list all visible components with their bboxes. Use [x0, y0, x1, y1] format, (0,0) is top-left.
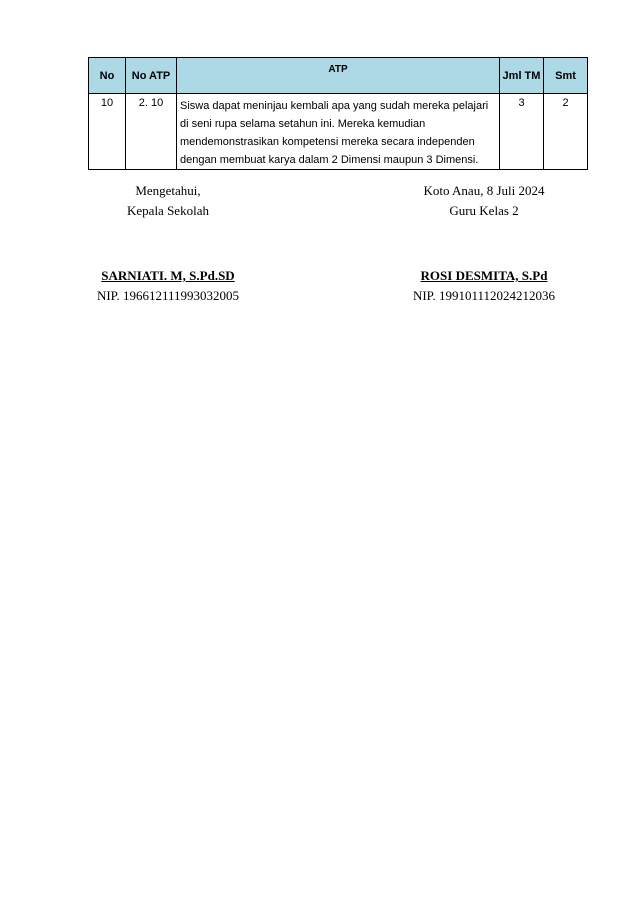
signature-block-principal	[68, 181, 268, 306]
atp-table	[88, 57, 588, 170]
signature-nip: NIP. 199101112024212036	[412, 288, 556, 303]
cell-jml-tm: 3	[500, 94, 544, 170]
header-smt: Smt	[544, 58, 588, 94]
cell-atp-description: Siswa dapat meninjau kembali apa yang sudah mereka pelajari di seni rupa selama setahun ini. Mereka kemudian mendemonstrasikan kompetensi mereka secara independen dengan membuat karya dalam 2 Dimensi maupun 3 Dimensi.	[177, 94, 500, 170]
header-no: No	[89, 58, 126, 94]
cell-smt: 2	[544, 94, 588, 170]
signature-space	[384, 221, 584, 266]
signature-place-date: Koto Anau, 8 Juli 2024	[423, 183, 545, 198]
header-no-atp: No ATP	[126, 58, 177, 94]
signature-block-teacher	[384, 181, 584, 306]
header-jml-tm: Jml TM	[500, 58, 544, 94]
table-row	[89, 94, 588, 170]
cell-no-atp: 2. 10	[126, 94, 177, 170]
signature-space	[68, 221, 268, 266]
signature-nip: NIP. 196612111993032005	[96, 288, 240, 303]
signature-acknowledge-label: Mengetahui,	[135, 183, 201, 198]
signature-name: ROSI DESMITA, S.Pd	[420, 268, 548, 283]
signature-name: SARNIATI. M, S.Pd.SD	[101, 268, 235, 283]
signature-role-label: Guru Kelas 2	[449, 203, 519, 218]
cell-no: 10	[89, 94, 126, 170]
signature-role-label: Kepala Sekolah	[127, 203, 209, 218]
header-atp: ATP	[177, 58, 500, 94]
table-header-row	[89, 58, 588, 94]
